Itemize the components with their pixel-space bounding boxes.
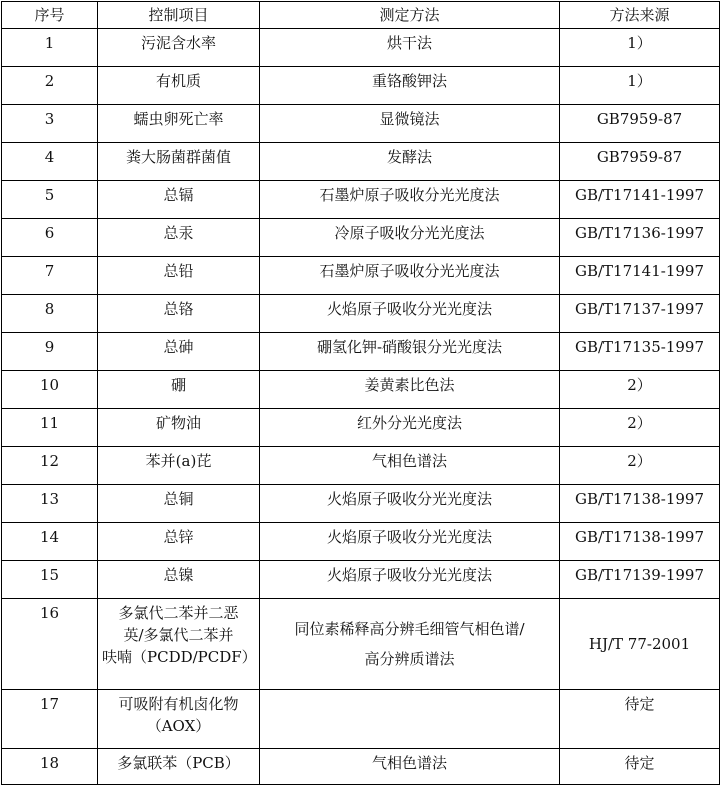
cell-source: GB/T17141-1997 [560,257,720,295]
cell-method: 发酵法 [260,143,560,181]
cell-item: 蠕虫卵死亡率 [98,105,260,143]
table-row [2,409,720,447]
cell-no: 11 [2,409,98,447]
cell-item [98,599,260,690]
cell-method: 火焰原子吸收分光光度法 [260,295,560,333]
cell-method: 火焰原子吸收分光光度法 [260,561,560,599]
cell-item: 矿物油 [98,409,260,447]
cell-source: GB/T17139-1997 [560,561,720,599]
table-row [2,523,720,561]
cell-no: 12 [2,447,98,485]
cell-method: 红外分光光度法 [260,409,560,447]
cell-source: 待定 [560,749,720,785]
table-row [2,447,720,485]
cell-method [260,690,560,749]
cell-no: 7 [2,257,98,295]
header-method: 测定方法 [260,2,560,29]
cell-item: 总铬 [98,295,260,333]
cell-source: HJ/T 77-2001 [560,599,720,690]
cell-item: 总砷 [98,333,260,371]
cell-no: 14 [2,523,98,561]
table-row [2,219,720,257]
header-source: 方法来源 [560,2,720,29]
table-row [2,333,720,371]
cell-item-line: 多氯代二苯并二恶 [118,604,239,622]
table-row [2,295,720,333]
cell-method: 石墨炉原子吸收分光光度法 [260,257,560,295]
cell-method-line: 同位素稀释高分辨毛细管气相色谱/ [294,620,525,638]
cell-method: 姜黄素比色法 [260,371,560,409]
cell-item: 总镍 [98,561,260,599]
cell-method: 重铬酸钾法 [260,67,560,105]
cell-method: 火焰原子吸收分光光度法 [260,485,560,523]
cell-item: 粪大肠菌群菌值 [98,143,260,181]
cell-no: 8 [2,295,98,333]
cell-source: GB/T17136-1997 [560,219,720,257]
table-row [2,561,720,599]
cell-item-line: 呋喃（PCDD/PCDF） [102,648,257,666]
cell-source: GB/T17138-1997 [560,485,720,523]
cell-method: 气相色谱法 [260,749,560,785]
cell-source: GB/T17137-1997 [560,295,720,333]
cell-method: 气相色谱法 [260,447,560,485]
cell-no: 6 [2,219,98,257]
cell-item: 污泥含水率 [98,29,260,67]
cell-method: 火焰原子吸收分光光度法 [260,523,560,561]
cell-source: GB7959-87 [560,143,720,181]
cell-source: GB/T17138-1997 [560,523,720,561]
cell-no: 2 [2,67,98,105]
table-row [2,599,720,690]
cell-method: 石墨炉原子吸收分光光度法 [260,181,560,219]
table-row [2,29,720,67]
cell-method [260,599,560,690]
standards-table [1,1,720,785]
header-no: 序号 [2,2,98,29]
table-row [2,371,720,409]
cell-no: 16 [2,599,98,690]
table-row [2,181,720,219]
cell-no: 9 [2,333,98,371]
cell-no: 10 [2,371,98,409]
table-row [2,690,720,749]
cell-source: GB/T17141-1997 [560,181,720,219]
cell-item-line: 英/多氯代二苯并 [123,626,234,644]
cell-item: 总铅 [98,257,260,295]
cell-no: 18 [2,749,98,785]
cell-source: 2） [560,371,720,409]
cell-no: 15 [2,561,98,599]
cell-source: 2） [560,447,720,485]
table-row [2,485,720,523]
cell-item: 苯并(a)芘 [98,447,260,485]
header-item: 控制项目 [98,2,260,29]
cell-item: 总汞 [98,219,260,257]
cell-source: 待定 [560,690,720,749]
cell-source: GB7959-87 [560,105,720,143]
table-row [2,67,720,105]
cell-item: 总铜 [98,485,260,523]
table-row [2,749,720,785]
cell-method: 冷原子吸收分光光度法 [260,219,560,257]
cell-source: GB/T17135-1997 [560,333,720,371]
cell-method: 烘干法 [260,29,560,67]
cell-source: 1） [560,29,720,67]
cell-method: 硼氢化钾-硝酸银分光光度法 [260,333,560,371]
cell-item: 总镉 [98,181,260,219]
cell-no: 4 [2,143,98,181]
cell-source: 1） [560,67,720,105]
table-row [2,143,720,181]
cell-item: 多氯联苯（PCB） [98,749,260,785]
cell-item [98,690,260,749]
cell-no: 13 [2,485,98,523]
table-row [2,105,720,143]
cell-item-line: （AOX） [146,717,211,735]
cell-method: 显微镜法 [260,105,560,143]
cell-item: 硼 [98,371,260,409]
cell-item-line: 可吸附有机卤化物 [118,695,239,713]
cell-item: 总锌 [98,523,260,561]
cell-no: 17 [2,690,98,749]
cell-no: 5 [2,181,98,219]
cell-no: 3 [2,105,98,143]
cell-method-line: 高分辨质谱法 [364,650,455,668]
header-row [2,2,720,29]
cell-no: 1 [2,29,98,67]
table-row [2,257,720,295]
cell-item: 有机质 [98,67,260,105]
cell-source: 2） [560,409,720,447]
